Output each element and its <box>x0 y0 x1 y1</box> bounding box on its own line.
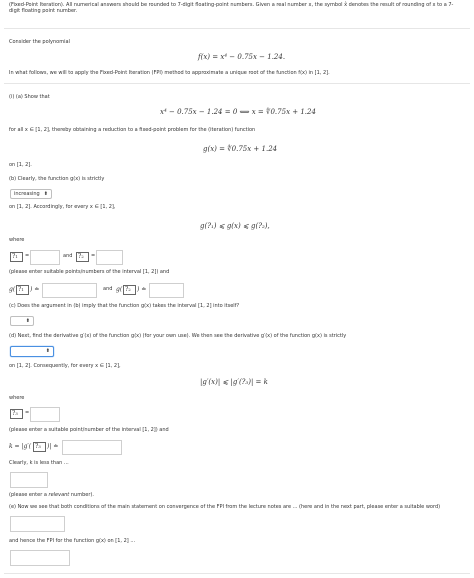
part-c-label: (c) Does the argument in (b) imply that the function g(x) takes the interval [1, 2] into itself? <box>9 303 240 309</box>
part-c-select[interactable] <box>10 316 34 326</box>
relevant-post: number). <box>69 492 94 498</box>
part-d-label: (d) Next, find the derivative g′(x) of the function g(x) (for your own use). We then see the derivative g′(x) of the function g(x) is strictly <box>9 333 347 339</box>
polynomial-formula: f(x) = x⁴ − 0.75x − 1.24. <box>198 53 286 61</box>
g-definition: g(x) = ∜0.75x + 1.24 <box>203 145 278 153</box>
g-close: ) ≐ <box>30 286 40 293</box>
q-sub: 2 <box>128 287 131 292</box>
forall-text: for all x ∈ [1, 2], thereby obtaining a reduction to a fixed-point problem for the (iteration) function <box>9 127 256 133</box>
q-sub: 2 <box>81 254 84 259</box>
question-marker-2 <box>76 252 89 262</box>
chevron-down-icon: ⬍ <box>43 191 48 197</box>
intro-text: (Fixed-Point Iteration). All numerical answers should be rounded to 7-digit floating-point numbers. Given a real number x, the symbol x̂ denotes the result of rounding of x to a 7-digit floating point number. <box>9 2 454 14</box>
q-mark: ? <box>125 286 129 293</box>
question-marker-3 <box>33 442 46 452</box>
question-marker-1 <box>16 285 29 295</box>
question-marker-2 <box>123 285 136 295</box>
and-label: and <box>103 286 113 292</box>
q-mark: ? <box>12 410 16 417</box>
q-sub: 3 <box>38 444 41 449</box>
hence-text: and hence the FPI for the function g(x) on [1, 2] ... <box>9 538 136 544</box>
divider <box>4 573 470 574</box>
enter-points-text: (please enter suitable points/numbers of the interval [1, 2]) and <box>9 269 170 275</box>
part-d-select[interactable] <box>10 346 54 357</box>
hence-input[interactable] <box>10 550 70 566</box>
equivalence-formula: x⁴ − 0.75x − 1.24 = 0 ⟺ x = ∜0.75x + 1.24 <box>160 108 316 116</box>
d-continuation-text: on [1, 2]. Consequently, for every x ∈ [1, 2], <box>9 363 121 369</box>
q-mark: ? <box>18 286 22 293</box>
q-mark: ? <box>78 253 82 260</box>
k-bound-input[interactable] <box>10 472 48 488</box>
and-label: and <box>63 253 73 259</box>
relevant-word: relevant <box>48 492 70 498</box>
g-open: g( <box>116 286 123 293</box>
part-a-label: (i) (a) Show that <box>9 94 50 100</box>
g-inequality: g(?₁) ⩽ g(x) ⩽ g(?₂), <box>200 222 270 230</box>
divider <box>4 28 470 29</box>
relevant-pre: (please enter a <box>9 492 49 498</box>
q3-input[interactable] <box>30 407 60 422</box>
g-close: ) ≐ <box>137 286 147 293</box>
enter-point-text: (please enter a suitable point/number of the interval [1, 2]) and <box>9 427 169 433</box>
chevron-down-icon: ⬍ <box>45 348 50 354</box>
part-e-label: (e) Now we see that both conditions of the main statement on convergence of the FPI from the lecture notes are ... (here and in the next part, please enter a suitable word) <box>9 504 441 510</box>
on-interval-text: on [1, 2]. <box>9 162 32 168</box>
question-marker-1 <box>10 252 23 262</box>
equals-sign: = <box>91 253 96 259</box>
q-sub: 1 <box>15 254 18 259</box>
g-open: g( <box>9 286 16 293</box>
question-marker-3 <box>10 409 23 419</box>
k-less-text: Clearly, k is less than ... <box>9 460 69 466</box>
monotonicity-select-value: increasing <box>14 191 40 197</box>
q1-input[interactable] <box>30 250 60 265</box>
part-b-label: (b) Clearly, the function g(x) is strictly <box>9 176 105 182</box>
q-sub: 3 <box>15 411 18 416</box>
q2-input[interactable] <box>96 250 123 265</box>
q-mark: ? <box>35 443 39 450</box>
monotonicity-select[interactable] <box>10 189 52 199</box>
fpi-text: In what follows, we will to apply the Fixed-Point Iteration (FPI) method to approximate a unique root of the function f(x) in [1, 2]. <box>9 70 330 76</box>
g-q1-input[interactable] <box>42 283 97 298</box>
equals-sign: = <box>25 253 30 259</box>
where-label: where <box>9 395 25 401</box>
b-continuation-text: on [1, 2]. Accordingly, for every x ∈ [1, 2], <box>9 204 116 210</box>
k-input[interactable] <box>62 440 122 455</box>
chevron-down-icon: ⬍ <box>25 318 30 324</box>
part-e-input[interactable] <box>10 516 65 532</box>
q-sub: 1 <box>21 287 24 292</box>
derivative-inequality: |g′(x)| ⩽ |g′(?₃)| = k <box>200 378 268 386</box>
k-line: k = |g′( <box>9 443 32 450</box>
equals-sign: = <box>25 410 30 416</box>
relevant-text <box>9 493 94 499</box>
k-close: )| ≐ <box>47 443 59 450</box>
consider-text: Consider the polynomial <box>9 39 70 45</box>
g-q2-input[interactable] <box>149 283 184 298</box>
divider <box>4 83 470 84</box>
where-label: where <box>9 237 25 243</box>
q-mark: ? <box>12 253 16 260</box>
